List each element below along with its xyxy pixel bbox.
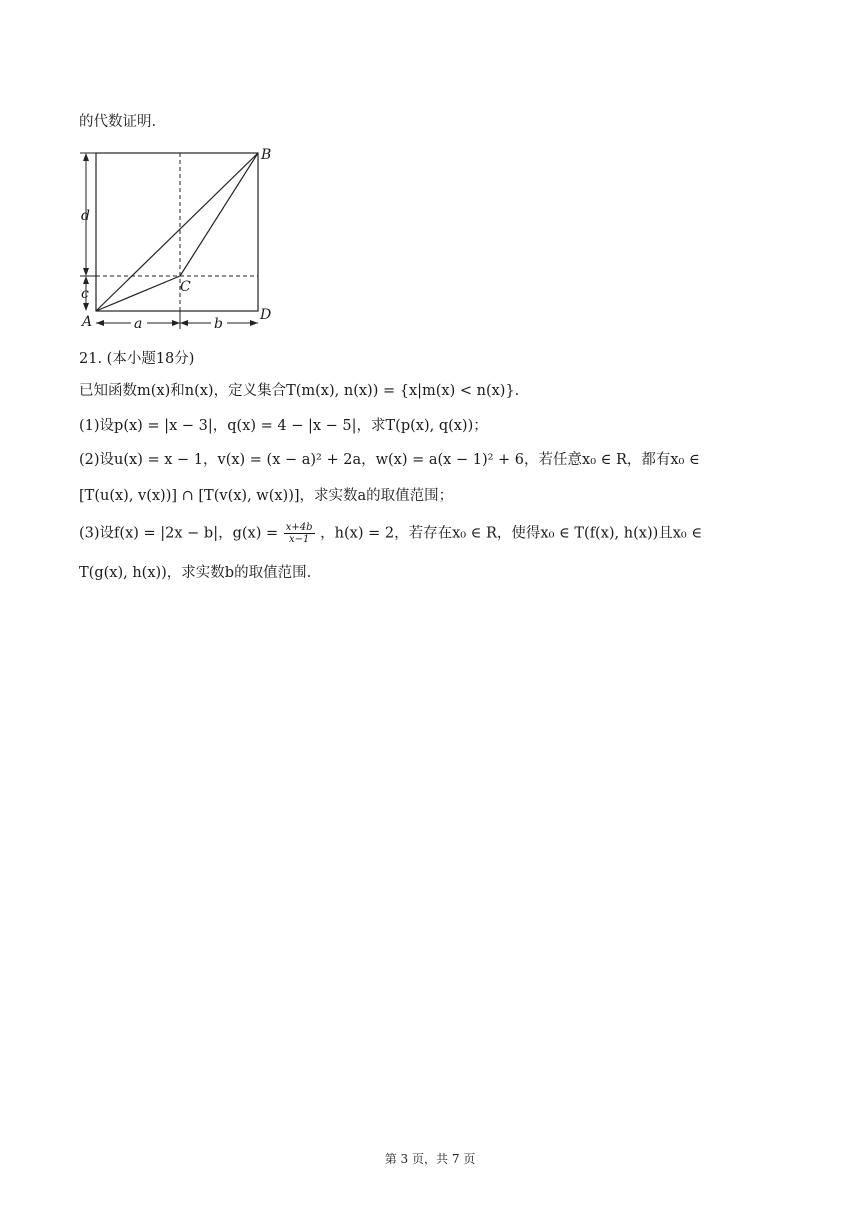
arrowhead-b-left	[180, 320, 188, 326]
problem-part1: (1)设p(x) = |x − 3|，q(x) = 4 − |x − 5|，求T(p(x), q(x))；	[79, 418, 488, 434]
arrowhead-c-bottom	[83, 303, 89, 311]
arrowhead-c-top	[83, 276, 89, 284]
segment-AC	[96, 276, 180, 311]
label-D: D	[260, 307, 272, 323]
part3-text-b: ，h(x) = 2，若存在x₀ ∈ R，使得x₀ ∈ T(f(x), h(x))且x₀ ∈	[320, 525, 703, 542]
part3-text-a: (3)设f(x) = |2x − b|，g(x) =	[79, 525, 279, 542]
arrowhead-d-bottom	[83, 268, 89, 276]
problem-stem: 已知函数m(x)和n(x)，定义集合T(m(x), n(x)) = {x|m(x) < n(x)}.	[79, 383, 520, 399]
problem-part3-line1	[79, 522, 702, 545]
arrowhead-a-right	[172, 320, 180, 326]
label-C: C	[180, 279, 191, 295]
geometry-figure	[76, 143, 286, 338]
label-a: a	[134, 316, 143, 332]
problem-number: 21. (本小题18分)	[79, 351, 195, 367]
label-b: b	[214, 316, 223, 332]
label-d: d	[81, 208, 90, 224]
arrowhead-a-left	[96, 320, 104, 326]
problem-part2-line2: [T(u(x), v(x))] ∩ [T(v(x), w(x))]，求实数a的取值范围；	[79, 488, 454, 504]
problem-part3-line2: T(g(x), h(x))，求实数b的取值范围.	[79, 565, 312, 581]
label-A: A	[82, 314, 93, 330]
intro-tail-text: 的代数证明.	[79, 114, 157, 130]
page-footer: 第 3 页，共 7 页	[384, 1152, 476, 1166]
label-B: B	[261, 147, 272, 163]
arrowhead-d-top	[83, 153, 89, 161]
segment-AB	[96, 153, 258, 311]
problem-part2-line1: (2)设u(x) = x − 1，v(x) = (x − a)² + 2a，w(x) = a(x − 1)² + 6，若任意x₀ ∈ R，都有x₀ ∈	[79, 452, 700, 468]
arrowhead-b-right	[250, 320, 258, 326]
fraction-g	[284, 522, 315, 545]
segment-CB	[180, 153, 258, 276]
fraction-denominator: x−1	[288, 534, 310, 545]
fraction-numerator: x+4b	[285, 522, 313, 533]
label-c: c	[81, 286, 89, 302]
